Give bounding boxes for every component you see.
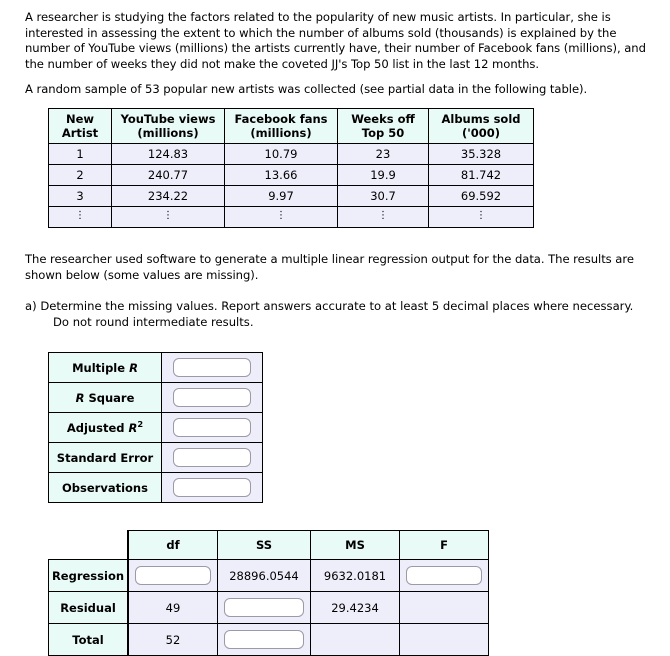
data-header-youtube-views-line1: YouTube views (120, 111, 216, 126)
data-cell-albums: 35.328 (429, 143, 534, 164)
stat-value-cell-standard-error (162, 443, 263, 473)
stat-value-cell-observations (162, 473, 263, 503)
stat-value-cell-multiple-r (162, 353, 263, 383)
stat-label-symbol: R (75, 390, 85, 405)
anova-cell-residual-ms: 29.4234 (311, 592, 400, 624)
regression-df-input[interactable] (135, 566, 211, 585)
continuation-dots-icon: ⋮ (49, 206, 112, 227)
multiple-r-input[interactable] (173, 358, 251, 377)
anova-table-wrapper (48, 530, 650, 656)
sample-data-table (48, 108, 534, 228)
data-header-new-artist-line1: New (65, 111, 95, 126)
data-cell-artist: 3 (49, 185, 112, 206)
intro-paragraph-2: A random sample of 53 popular new artists was collected (see partial data in the following table). (25, 82, 588, 97)
data-cell-weeks: 23 (338, 143, 429, 164)
anova-cell-residual-df: 49 (128, 592, 218, 624)
data-cell-albums: 69.592 (429, 185, 534, 206)
sample-data-table-wrapper (48, 108, 650, 228)
anova-header-f: F (400, 531, 489, 560)
table-row (49, 353, 263, 383)
stat-label-symbol: R (128, 420, 138, 435)
data-cell-weeks: 19.9 (338, 164, 429, 185)
data-cell-youtube: 240.77 (112, 164, 225, 185)
data-cell-youtube: 124.83 (112, 143, 225, 164)
anova-table (48, 530, 489, 656)
data-header-youtube-views-line2: (millions) (137, 125, 199, 140)
table-row (49, 164, 534, 185)
anova-corner-cell (49, 531, 129, 560)
total-ss-input[interactable] (224, 630, 304, 649)
stat-value-cell-adjusted-r-square (162, 413, 263, 443)
table-row (49, 592, 489, 624)
data-header-weeks-off-line2: Top 50 (361, 125, 405, 140)
r-square-input[interactable] (173, 388, 251, 407)
anova-cell-total-df: 52 (128, 624, 218, 656)
table-row (49, 185, 534, 206)
anova-header-df: df (128, 531, 218, 560)
anova-cell-total-f (400, 624, 489, 656)
data-header-new-artist (49, 108, 112, 143)
data-header-facebook-fans (225, 108, 338, 143)
question-a-line-1: a) Determine the missing values. Report answers accurate to at least 5 decimal places where necessary. (25, 299, 634, 314)
continuation-dots-icon: ⋮ (429, 206, 534, 227)
intro-paragraph-1: A researcher is studying the factors related to the popularity of new music artists. In particular, she is interested in assessing the extent to which the number of albums sold (thousands) is explained by the number of YouTube views (millions) the artists currently have, their number of Facebook fans (millions), and the number of weeks they did not make the coveted JJ's Top 50 list in the last 12 months. (25, 10, 646, 71)
data-header-weeks-off-line1: Weeks off (351, 111, 415, 126)
continuation-dots-icon: ⋮ (225, 206, 338, 227)
data-header-albums-sold (429, 108, 534, 143)
table-row (49, 413, 263, 443)
data-header-albums-sold-line1: Albums sold (441, 111, 521, 126)
stat-label-adjusted-r-square (49, 413, 162, 443)
stat-value-cell-r-square (162, 383, 263, 413)
anova-row-label-residual: Residual (49, 592, 129, 624)
standard-error-input[interactable] (173, 448, 251, 467)
regression-f-input[interactable] (406, 566, 482, 585)
anova-cell-regression-f (400, 560, 489, 592)
stat-label-text: Multiple (72, 360, 130, 375)
data-header-facebook-fans-line1: Facebook fans (234, 111, 328, 126)
data-cell-artist: 1 (49, 143, 112, 164)
residual-ss-input[interactable] (224, 598, 304, 617)
stat-label-superscript: 2 (137, 419, 144, 430)
stat-label-symbol: R (129, 360, 138, 375)
data-cell-facebook: 10.79 (225, 143, 338, 164)
stat-label-r-square (49, 383, 162, 413)
data-table-header-row (49, 108, 534, 143)
table-row (49, 473, 263, 503)
continuation-dots-icon: ⋮ (112, 206, 225, 227)
data-header-facebook-fans-line2: (millions) (250, 125, 312, 140)
table-row (49, 560, 489, 592)
anova-header-row (49, 531, 489, 560)
anova-row-label-regression: Regression (49, 560, 129, 592)
anova-cell-regression-df (128, 560, 218, 592)
stat-label-multiple-r (49, 353, 162, 383)
adjusted-r-square-input[interactable] (173, 418, 251, 437)
table-row (49, 624, 489, 656)
anova-cell-regression-ss: 28896.0544 (218, 560, 311, 592)
table-row (49, 383, 263, 413)
regression-statistics-table (48, 352, 263, 503)
regression-statistics-table-wrapper (48, 352, 650, 503)
data-header-new-artist-line2: Artist (61, 125, 99, 140)
question-a-line-2: Do not round intermediate results. (53, 314, 254, 329)
stat-label-standard-error: Standard Error (49, 443, 162, 473)
observations-input[interactable] (173, 478, 251, 497)
anova-cell-regression-ms: 9632.0181 (311, 560, 400, 592)
regression-output-paragraph: The researcher used software to generate a multiple linear regression output for the data. The results are shown below (some values are missing). (25, 251, 634, 282)
data-cell-facebook: 9.97 (225, 185, 338, 206)
data-header-youtube-views (112, 108, 225, 143)
anova-cell-total-ss (218, 624, 311, 656)
anova-cell-total-ms (311, 624, 400, 656)
anova-cell-residual-f (400, 592, 489, 624)
data-cell-albums: 81.742 (429, 164, 534, 185)
data-header-albums-sold-line2: ('000) (461, 125, 501, 140)
table-row (49, 143, 534, 164)
stat-label-text: Square (84, 390, 135, 405)
stat-label-observations: Observations (49, 473, 162, 503)
anova-header-ms: MS (311, 531, 400, 560)
anova-header-ss: SS (218, 531, 311, 560)
anova-cell-residual-ss (218, 592, 311, 624)
data-cell-facebook: 13.66 (225, 164, 338, 185)
data-header-weeks-off (338, 108, 429, 143)
continuation-dots-icon: ⋮ (338, 206, 429, 227)
stat-label-text: Adjusted (66, 420, 129, 435)
data-cell-weeks: 30.7 (338, 185, 429, 206)
data-cell-youtube: 234.22 (112, 185, 225, 206)
table-row (49, 443, 263, 473)
data-cell-artist: 2 (49, 164, 112, 185)
anova-row-label-total: Total (49, 624, 129, 656)
table-row-continuation (49, 206, 534, 227)
